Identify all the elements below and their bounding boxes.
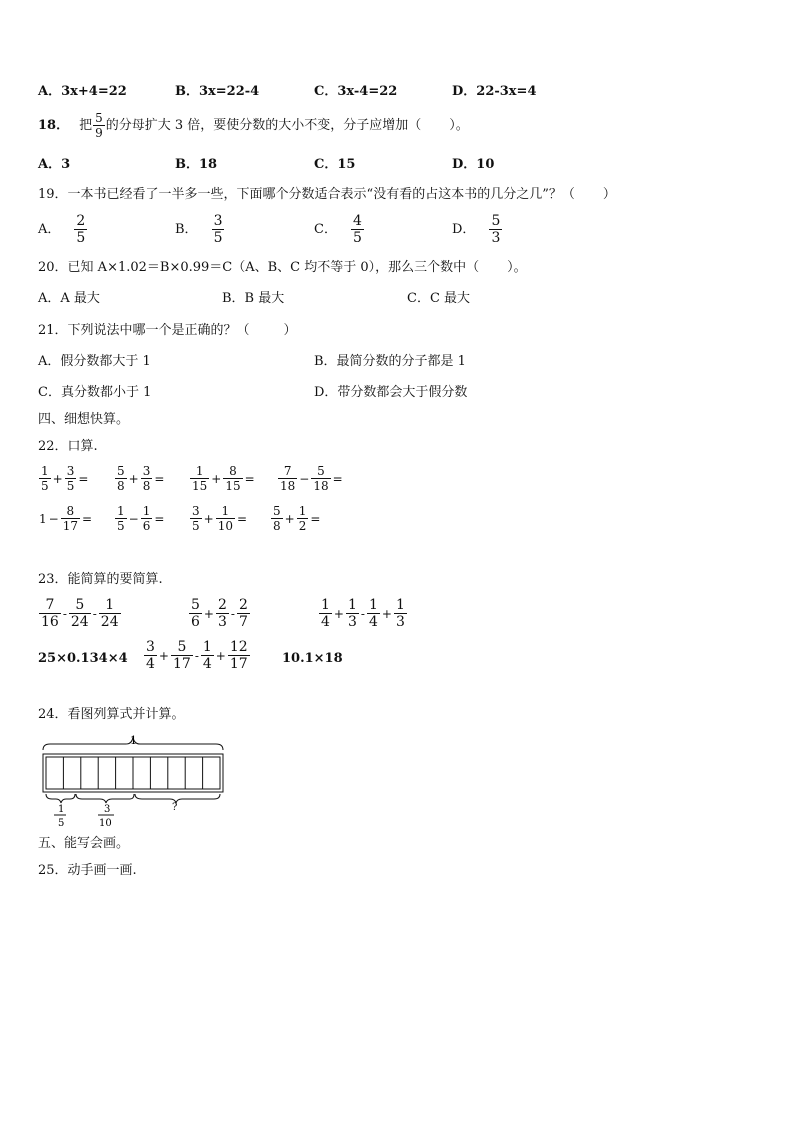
- frac-n: 5: [75, 597, 85, 613]
- frac-n: 1: [395, 597, 405, 613]
- operator: +: [215, 648, 226, 663]
- frac-n: 5: [177, 639, 187, 655]
- equals: =: [154, 471, 165, 486]
- q19-option-b-label: B．: [175, 221, 198, 237]
- q20-option-c: C．C 最大: [407, 291, 471, 306]
- q19-a-n: 2: [76, 213, 86, 229]
- frac-d: 2: [298, 519, 307, 533]
- frac-n: 1: [41, 464, 49, 478]
- operator: −: [299, 471, 310, 486]
- q25-title: 25．动手画一画.: [38, 863, 137, 878]
- frac-n: 5: [191, 597, 200, 613]
- q19-option-d: [452, 214, 503, 245]
- q23-expr-3: [318, 598, 408, 629]
- q18-fraction: [93, 112, 105, 139]
- q18-option-b: B．18: [175, 157, 218, 172]
- frac-n: 1: [142, 504, 151, 518]
- frac-d: 4: [368, 614, 378, 630]
- q24-title: 24．看图列算式并计算。: [38, 707, 185, 722]
- operator: +: [203, 511, 214, 526]
- q18-close: ）。: [449, 117, 469, 133]
- q21-option-b: B．最简分数的分子都是 1: [314, 354, 466, 369]
- frac-d: 6: [142, 519, 151, 533]
- q24-diagram: [38, 732, 238, 832]
- q19-option-c-label: C．: [314, 221, 337, 237]
- brace-b: [76, 794, 134, 803]
- frac-d: 10: [217, 519, 233, 533]
- frac-d: 15: [192, 479, 208, 493]
- operator: -: [62, 606, 67, 621]
- operator: -: [92, 606, 97, 621]
- question-20: [38, 260, 527, 276]
- frac-n: 8: [229, 464, 237, 478]
- operator: +: [333, 606, 344, 621]
- frac-n: 1: [368, 597, 378, 613]
- section-5-heading: 五、能写会画。: [38, 836, 130, 851]
- q22-r2-2: [114, 505, 165, 532]
- operator: +: [211, 471, 222, 486]
- q23-title: 23．能简算的要简算.: [38, 572, 163, 587]
- q19-option-c: [314, 214, 365, 245]
- q17-option-c: C．3x-4=22: [314, 84, 398, 99]
- frac-d: 6: [191, 614, 200, 630]
- frac-d: 24: [70, 614, 89, 630]
- operator: +: [284, 511, 295, 526]
- equals: =: [310, 511, 321, 526]
- q22-r1-1: [38, 465, 89, 492]
- q18-number: 18．: [38, 117, 70, 133]
- frac-d: 5: [117, 519, 125, 533]
- q23-expr-2: [188, 598, 251, 629]
- frac-d: 24: [100, 614, 119, 630]
- q20-close: ）。: [507, 260, 527, 275]
- q17-option-a: A．3x+4=22: [38, 84, 127, 99]
- frac-d: 3: [217, 614, 227, 630]
- frac-d: 17: [229, 656, 248, 672]
- equals: =: [244, 471, 255, 486]
- q20-text: 20．已知 A×1.02＝B×0.99＝C（A、B、C 均不等于 0），那么三个数中（: [38, 260, 480, 275]
- frac-n: 1: [117, 504, 125, 518]
- frac-d: 18: [313, 479, 329, 493]
- operator: +: [128, 471, 139, 486]
- q19-d-d: 3: [491, 230, 501, 246]
- frac-n: 7: [283, 464, 292, 478]
- q22-r2-3: [189, 505, 248, 532]
- q23-expr-6: 10.1×18: [282, 651, 343, 666]
- q22-r1-3: [189, 465, 256, 492]
- q22-r2-4: [270, 505, 321, 532]
- frac-d: 4: [146, 656, 155, 672]
- frac-d: 3: [347, 614, 357, 630]
- operator: −: [48, 511, 59, 526]
- whole-number: 1: [39, 511, 47, 526]
- label-a-n: 1: [58, 804, 65, 815]
- frac-n: 1: [221, 504, 230, 518]
- operator: +: [381, 606, 392, 621]
- q18-pre: 把: [79, 117, 93, 133]
- q19-text: 19．一本书已经看了一半多一些，下面哪个分数适合表示“没有看的占这本书的几分之几”？（: [38, 187, 575, 202]
- q17-option-d: D．22-3x=4: [452, 84, 537, 99]
- frac-n: 8: [66, 504, 75, 518]
- question-18: [38, 112, 469, 139]
- frac-d: 3: [395, 614, 405, 630]
- frac-n: 1: [298, 504, 307, 518]
- q22-r1-2: [114, 465, 165, 492]
- q19-c-n: 4: [352, 213, 362, 229]
- frac-d: 18: [280, 479, 296, 493]
- frac-n: 3: [146, 639, 155, 655]
- label-b-n: 3: [104, 804, 111, 815]
- frac-d: 4: [202, 656, 212, 672]
- q18-option-c: C．15: [314, 157, 356, 172]
- section-4-heading: 四、细想快算。: [38, 412, 130, 427]
- q18-frac-n: 5: [95, 111, 103, 125]
- label-unknown: ?: [172, 802, 178, 813]
- q23-expr-4: 25×0.134×4: [38, 651, 128, 666]
- frac-d: 5: [41, 479, 49, 493]
- q17-option-b: B．3x=22-4: [175, 84, 260, 99]
- question-21: [38, 323, 297, 339]
- frac-d: 15: [225, 479, 241, 493]
- frac-d: 8: [273, 519, 281, 533]
- frac-d: 5: [192, 519, 200, 533]
- frac-n: 1: [105, 597, 115, 613]
- q18-option-a: A．3: [38, 157, 71, 172]
- q18-frac-d: 9: [95, 126, 103, 140]
- frac-d: 7: [238, 614, 248, 630]
- operator: +: [52, 471, 63, 486]
- q19-option-d-label: D．: [452, 221, 476, 237]
- bar-cells: [63, 757, 202, 789]
- brace-c: [135, 794, 220, 803]
- q18-option-d: D．10: [452, 157, 495, 172]
- q23-expr-1: [38, 598, 122, 629]
- operator: +: [203, 606, 214, 621]
- q21-option-d: D．带分数都会大于假分数: [314, 385, 468, 400]
- q18-post: 的分母扩大 3 倍，要使分数的大小不变，分子应增加（: [105, 117, 422, 133]
- frac-n: 1: [347, 597, 357, 613]
- q19-b-n: 3: [213, 213, 223, 229]
- equals: =: [81, 511, 93, 526]
- operator: -: [360, 606, 365, 621]
- frac-n: 5: [317, 464, 325, 478]
- q23-expr-5: [143, 640, 251, 671]
- q22-title: 22．口算.: [38, 439, 98, 454]
- q21-option-c: C．真分数都小于 1: [38, 385, 152, 400]
- frac-d: 8: [142, 479, 151, 493]
- frac-n: 1: [321, 597, 330, 613]
- q19-d-n: 5: [491, 213, 501, 229]
- operator: -: [230, 606, 235, 621]
- q19-b-d: 5: [213, 230, 223, 246]
- frac-n: 12: [229, 639, 248, 655]
- frac-n: 2: [238, 597, 248, 613]
- q21-text: 21．下列说法中哪一个是正确的？（: [38, 323, 250, 338]
- equals: =: [154, 511, 165, 526]
- q19-option-a: [38, 214, 88, 245]
- frac-n: 3: [142, 464, 151, 478]
- equals: =: [236, 511, 248, 526]
- q19-c-d: 5: [352, 230, 362, 246]
- q22-r2-1: [38, 505, 93, 532]
- frac-d: 4: [321, 614, 330, 630]
- label-b-d: 10: [99, 818, 112, 829]
- equals: =: [78, 471, 89, 486]
- frac-d: 17: [62, 519, 78, 533]
- frac-n: 1: [202, 639, 212, 655]
- frac-d: 16: [41, 614, 59, 630]
- operator: -: [194, 648, 199, 663]
- q19-option-b: [175, 214, 225, 245]
- q20-option-a: A．A 最大: [38, 291, 100, 306]
- operator: −: [128, 511, 139, 526]
- frac-n: 5: [117, 464, 125, 478]
- frac-n: 7: [45, 597, 55, 613]
- operator: +: [158, 648, 169, 663]
- q22-r1-4: [277, 465, 344, 492]
- q20-option-b: B．B 最大: [222, 291, 285, 306]
- frac-n: 5: [273, 504, 281, 518]
- q19-option-a-label: A．: [38, 221, 61, 237]
- q19-a-d: 5: [76, 230, 86, 246]
- question-19: [38, 187, 616, 203]
- frac-n: 3: [66, 464, 75, 478]
- q21-option-a: A．假分数都大于 1: [38, 354, 151, 369]
- frac-n: 1: [195, 464, 204, 478]
- frac-d: 8: [117, 479, 125, 493]
- frac-n: 2: [217, 597, 227, 613]
- frac-n: 3: [192, 504, 200, 518]
- label-a-d: 5: [58, 818, 65, 829]
- top-label: 1: [130, 734, 137, 747]
- brace-a: [46, 794, 75, 803]
- frac-d: 17: [172, 656, 191, 672]
- q19-close: ）: [602, 187, 616, 202]
- equals: =: [332, 471, 343, 486]
- q21-close: ）: [283, 323, 297, 338]
- frac-d: 5: [66, 479, 75, 493]
